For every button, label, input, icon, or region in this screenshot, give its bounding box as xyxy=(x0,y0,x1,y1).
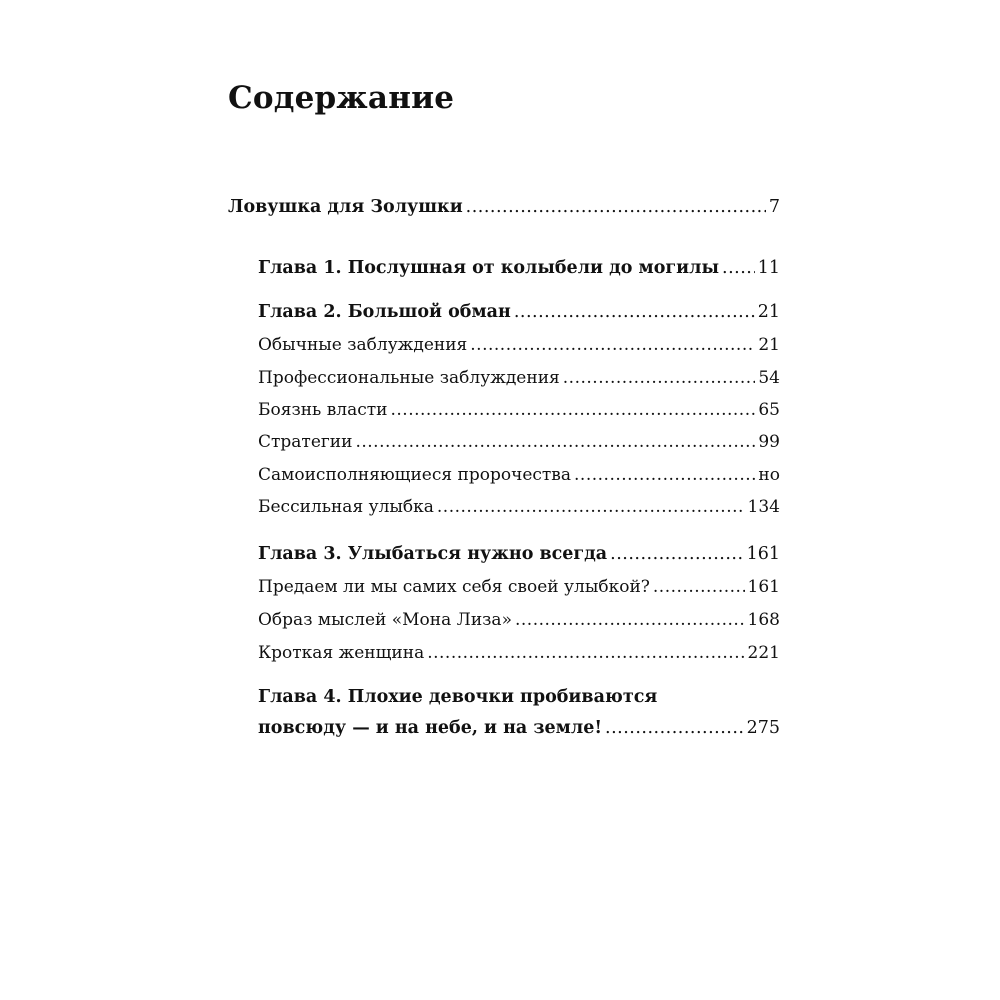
toc-leader-dots xyxy=(466,197,766,217)
toc-entry-chapter-4-line-1[interactable]: Глава 4. Плохие девочки пробиваются xyxy=(258,687,658,707)
toc-leader-dots xyxy=(437,497,745,517)
toc-entry-label: Глава 1. Послушная от колыбели до могилы xyxy=(258,258,719,278)
toc-page-number: 21 xyxy=(758,335,780,355)
toc-entry-chapter-3[interactable] xyxy=(258,544,780,564)
toc-page-number: но xyxy=(758,465,780,485)
toc-entry-section[interactable] xyxy=(258,643,780,663)
toc-entry-section[interactable] xyxy=(258,610,780,630)
toc-page-number: 21 xyxy=(757,302,780,322)
toc-page-number: 65 xyxy=(758,400,780,420)
toc-leader-dots xyxy=(427,643,744,663)
toc-entry-section[interactable] xyxy=(258,400,780,420)
toc-page-number: 54 xyxy=(758,368,780,388)
toc-leader-dots xyxy=(574,465,755,485)
toc-leader-dots xyxy=(390,400,755,420)
toc-entry-label: Обычные заблуждения xyxy=(258,335,468,355)
toc-entry-label: Боязнь власти xyxy=(258,400,388,420)
toc-entry-label: Образ мыслей «Мона Лиза» xyxy=(258,610,512,630)
toc-entry-label: Самоисполняющиеся пророчества xyxy=(258,465,572,485)
toc-entry-label: Бессильная улыбка xyxy=(258,497,434,517)
toc-leader-dots xyxy=(605,718,744,738)
toc-entry-section[interactable] xyxy=(258,497,780,517)
toc-leader-dots xyxy=(470,335,755,355)
toc-page-number: 99 xyxy=(758,432,780,452)
toc-page-number: 161 xyxy=(746,544,780,564)
toc-page-number: 168 xyxy=(747,610,780,630)
toc-leader-dots xyxy=(355,432,755,452)
toc-entry-label: Стратегии xyxy=(258,432,353,452)
toc-entry-intro[interactable] xyxy=(228,197,780,217)
toc-entry-label: повсюду — и на небе, и на земле! xyxy=(258,718,603,738)
toc-leader-dots xyxy=(653,577,745,597)
toc-entry-label: Предаем ли мы самих себя своей улыбкой? xyxy=(258,577,650,597)
toc-page-number: 7 xyxy=(768,197,780,217)
toc-entry-label: Глава 3. Улыбаться нужно всегда xyxy=(258,544,608,564)
toc-page-number: 134 xyxy=(747,497,780,517)
toc-entry-label: Глава 2. Большой обман xyxy=(258,302,511,322)
toc-leader-dots xyxy=(610,544,743,564)
toc-entry-chapter-1[interactable] xyxy=(258,258,780,278)
toc-entry-chapter-2[interactable] xyxy=(258,302,780,322)
toc-leader-dots xyxy=(515,610,745,630)
toc-page-number: 161 xyxy=(747,577,780,597)
toc-page-number: 275 xyxy=(746,718,780,738)
toc-entry-section[interactable] xyxy=(258,577,780,597)
page-title: Содержание xyxy=(228,80,455,116)
toc-entry-section[interactable] xyxy=(258,432,780,452)
toc-entry-chapter-4[interactable] xyxy=(258,718,780,738)
toc-entry-label: Профессиональные заблуждения xyxy=(258,368,560,388)
toc-leader-dots xyxy=(514,302,755,322)
toc-entry-section[interactable] xyxy=(258,368,780,388)
toc-entry-label: Ловушка для Золушки xyxy=(228,197,463,217)
toc-entry-label: Кроткая женщина xyxy=(258,643,425,663)
toc-leader-dots xyxy=(563,368,756,388)
toc-page-number: 221 xyxy=(747,643,780,663)
toc-entry-section[interactable] xyxy=(258,465,780,485)
toc-leader-dots xyxy=(722,258,755,278)
toc-entry-section[interactable] xyxy=(258,335,780,355)
toc-page-number: 11 xyxy=(757,258,780,278)
